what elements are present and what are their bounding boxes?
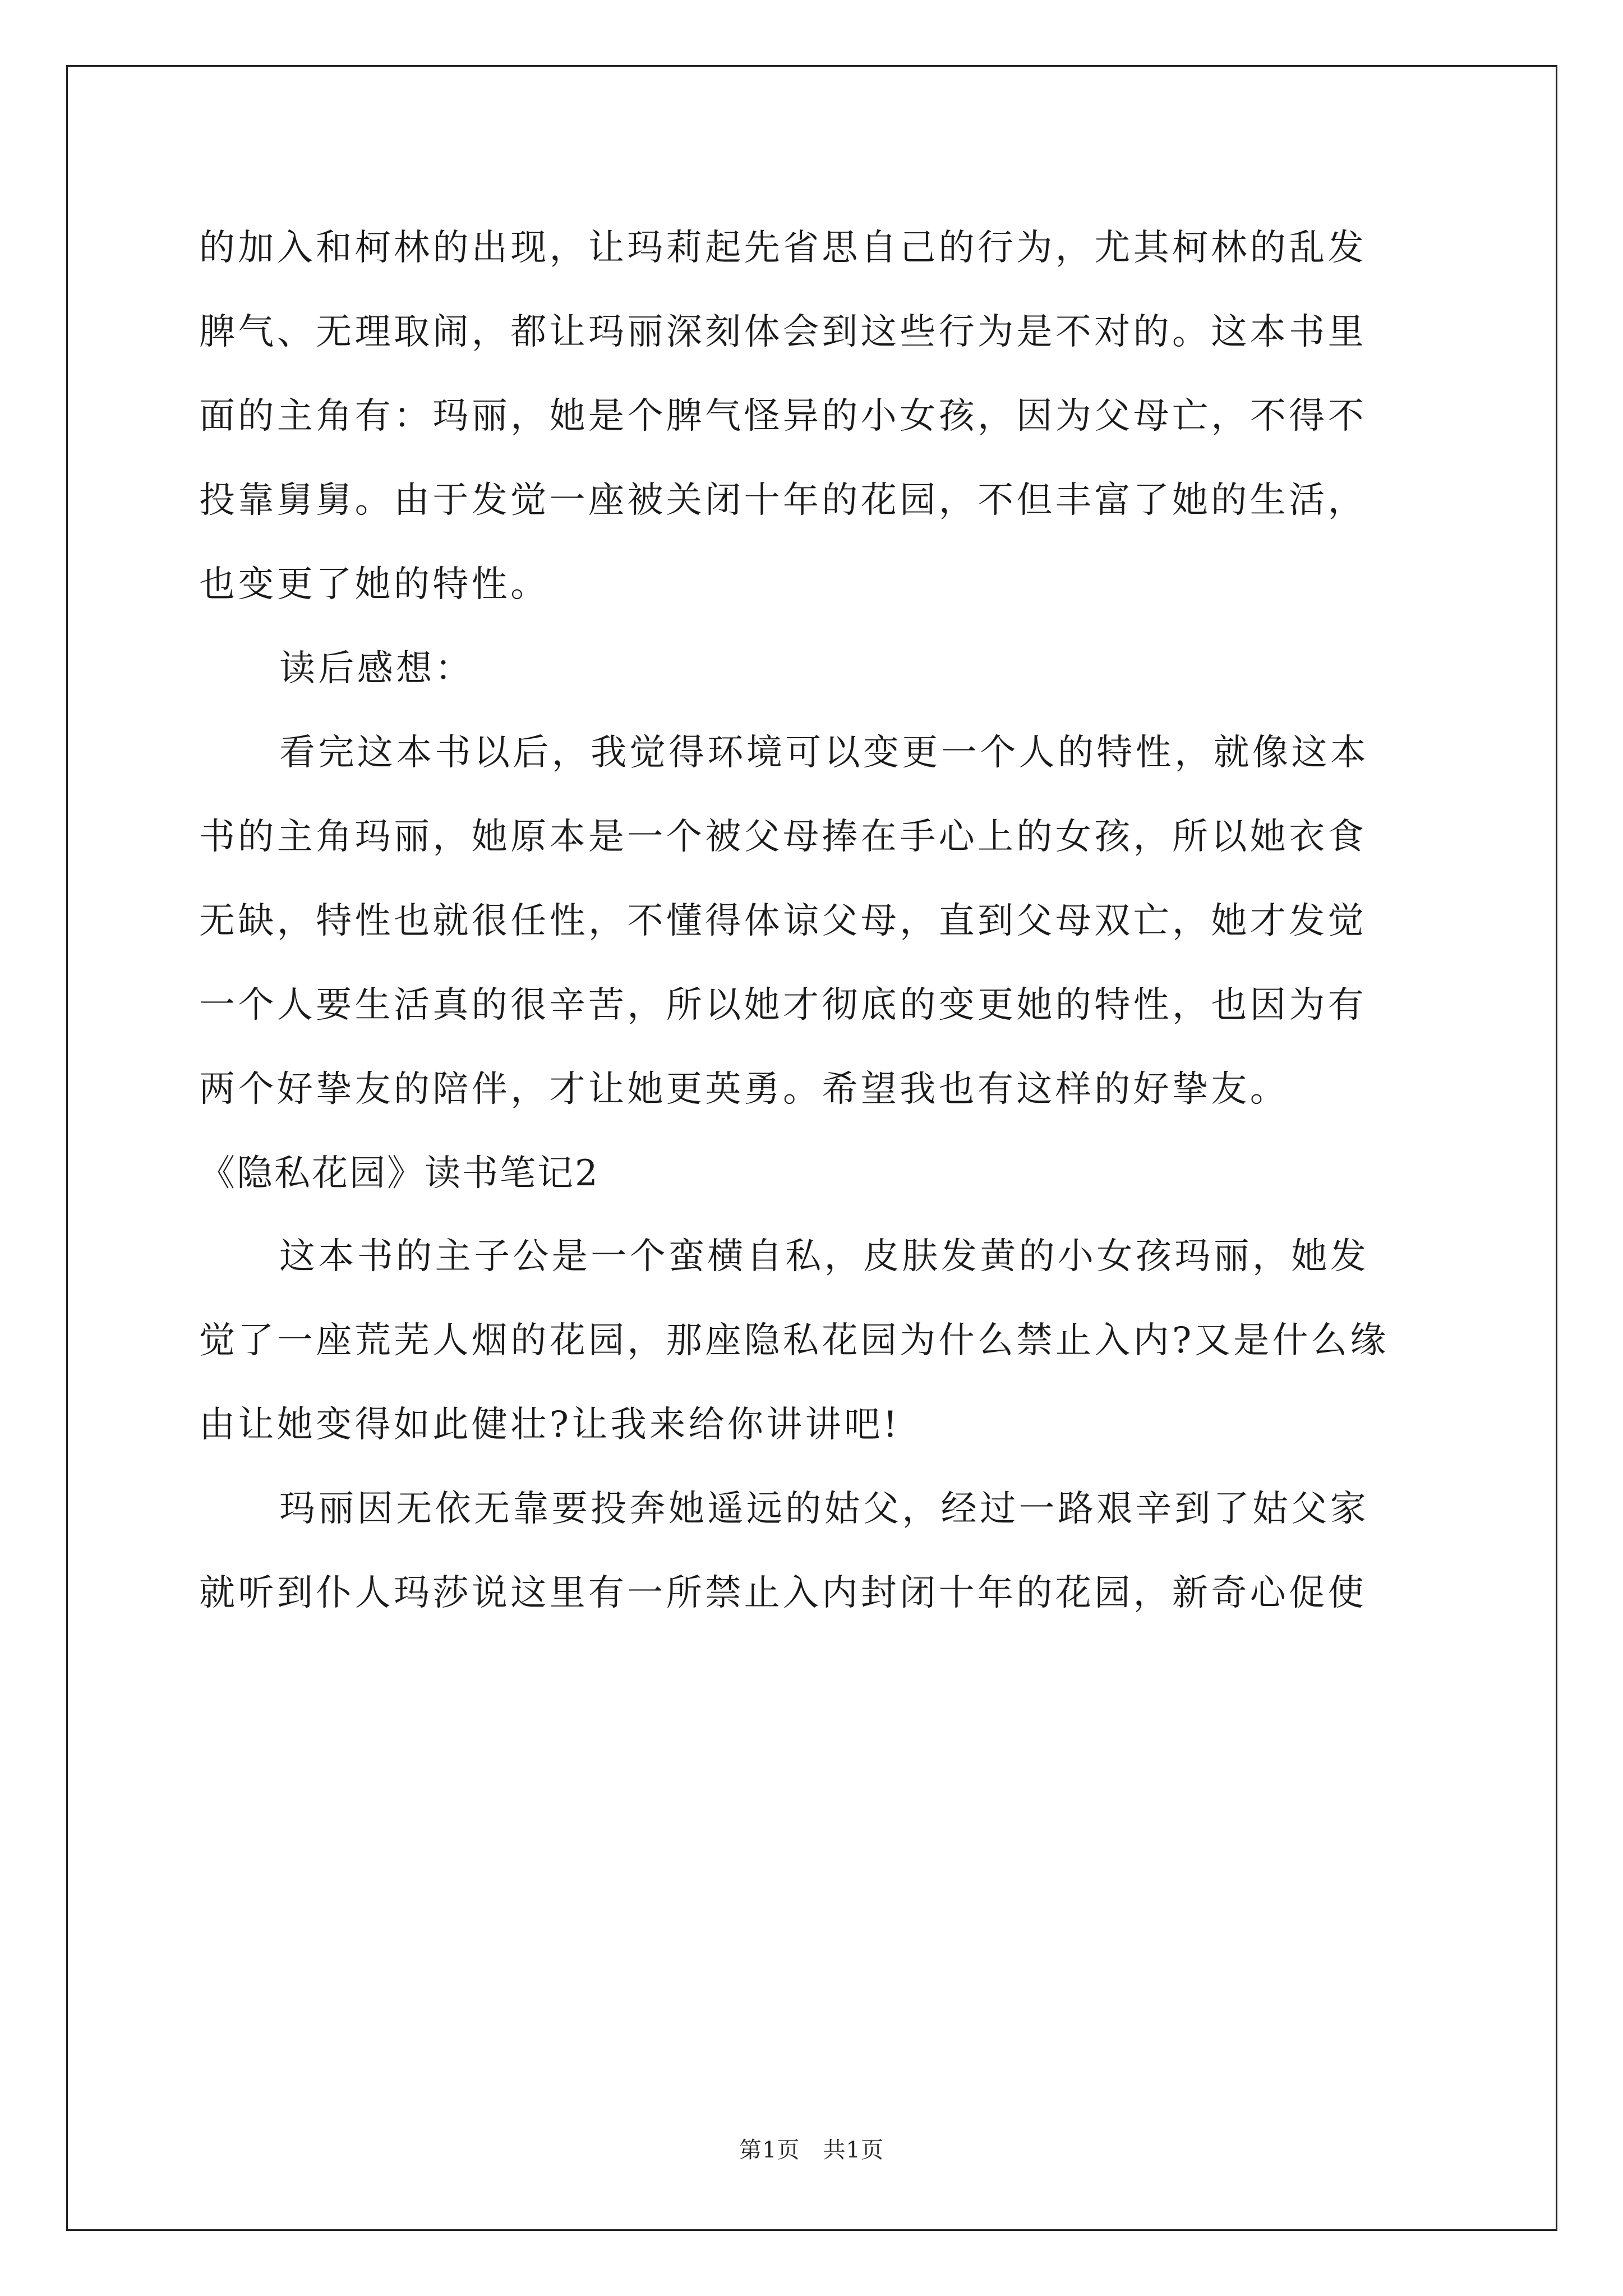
text-line-9: 无缺，特性也就很任性，不懂得体谅父母，直到父母双亡，她才发觉: [199, 900, 1367, 942]
page-footer: 第1页 共1页: [739, 2137, 884, 2163]
page-border: [66, 65, 1557, 2231]
text-line-11: 两个好挚友的陪伴，才让她更英勇。希望我也有这样的好挚友。: [199, 1069, 1289, 1110]
text-line-8: 书的主角玛丽，她原本是一个被父母捧在手心上的女孩，所以她衣食: [199, 816, 1367, 858]
section-label-reflection: 读后感想：: [279, 648, 474, 689]
text-line-14: 觉了一座荒芜人烟的花园，那座隐私花园为什么禁止入内?又是什么缘: [199, 1320, 1389, 1361]
text-line-4: 投靠舅舅。由于发觉一座被关闭十年的花园，不但丰富了她的生活，: [199, 480, 1367, 521]
text-line-5: 也变更了她的特性。: [199, 564, 550, 605]
section-heading: 《隐私花园》读书笔记2: [199, 1153, 600, 1194]
text-line-10: 一个人要生活真的很辛苦，所以她才彻底的变更她的特性，也因为有: [199, 984, 1367, 1026]
text-line-2: 脾气、无理取闹，都让玛丽深刻体会到这些行为是不对的。这本书里: [199, 311, 1367, 353]
text-line-17: 就听到仆人玛莎说这里有一所禁止入内封闭十年的花园，新奇心促使: [199, 1572, 1367, 1614]
text-line-1: 的加入和柯林的出现，让玛莉起先省思自己的行为，尤其柯林的乱发: [199, 227, 1367, 269]
text-line-15: 由让她变得如此健壮?让我来给你讲讲吧!: [199, 1404, 901, 1446]
text-line-3: 面的主角有：玛丽，她是个脾气怪异的小女孩，因为父母亡，不得不: [199, 395, 1367, 437]
text-line-16: 玛丽因无依无靠要投奔她遥远的姑父，经过一路艰辛到了姑父家: [279, 1488, 1370, 1530]
text-line-7: 看完这本书以后，我觉得环境可以变更一个人的特性，就像这本: [279, 732, 1370, 774]
text-line-13: 这本书的主子公是一个蛮横自私，皮肤发黄的小女孩玛丽，她发: [279, 1236, 1370, 1277]
